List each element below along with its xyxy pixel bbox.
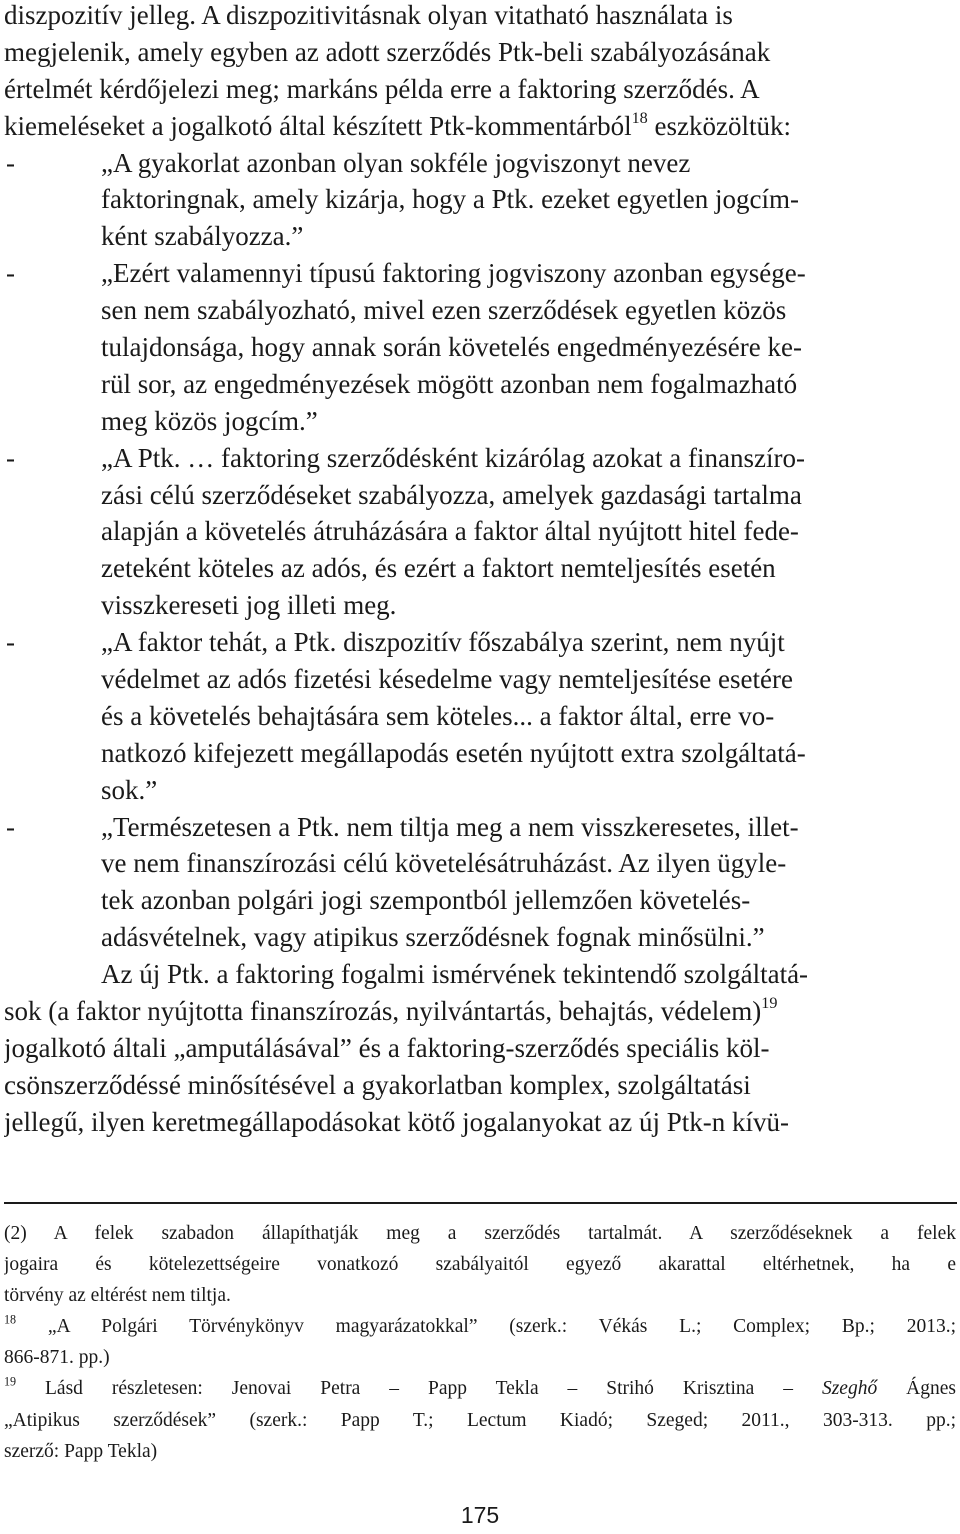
text-line: jellegű, ilyen keretmegállapodásokat kötő jogalanyokat az új Ptk-n kívü- — [4, 1106, 790, 1137]
footnote-text: Ágnes — [877, 1378, 956, 1400]
text-line: tulajdonsága, hogy annak során követelés engedményezésére ke- — [101, 332, 802, 363]
text-line: natkozó kifejezett megállapodás esetén nyújtott extra szolgáltatá- — [101, 737, 806, 768]
text-fragment: sok (a faktor nyújtotta finanszírozás, nyilvántartás, behajtás, védelem) — [4, 996, 762, 1027]
text-line: ve nem finanszírozási célú követelésátruházást. Az ilyen ügyle- — [101, 848, 787, 879]
text-line: visszkereseti jog illeti meg. — [101, 590, 397, 621]
text-fragment: kiemeléseket a jogalkotó által készített Ptk-kommentárból — [4, 110, 632, 141]
author-name-italic: Szeghő — [821, 1378, 878, 1400]
footnote-number: 19 — [4, 1375, 17, 1390]
text-line: megjelenik, amely egyben az adott szerződés Ptk-beli szabályozásának — [4, 36, 771, 67]
footnote-line: „Atipikus szerződések” (szerk.: Papp T.; Lectum Kiadó; Szeged; 2011., 303-313. pp.; — [4, 1409, 956, 1431]
text-line: jogalkotó általi „amputálásával” és a faktoring-szerződés speciális köl- — [4, 1032, 770, 1063]
text-line: ként szabályozza.” — [101, 221, 304, 252]
footnote-line: (2) A felek szabadon állapíthatják meg a szerződés tartalmát. A szerződéseknek a felek — [4, 1223, 956, 1244]
text-line: rül sor, az engedményezések mögött azonban nem fogalmazható — [101, 368, 798, 399]
footnote-18 — [4, 1311, 956, 1342]
quote-bullet-4 — [4, 624, 956, 808]
text-line: értelmét kérdőjelezi meg; markáns példa erre a faktoring szerződés. A — [4, 73, 760, 104]
footnote-ref-18: 18 — [631, 108, 648, 127]
bullet-dash: - — [6, 627, 15, 658]
text-line: diszpozitív jelleg. A diszpozitivitásnak olyan vitatható használata is — [4, 0, 733, 30]
footnote-number: 18 — [4, 1312, 17, 1327]
text-line: zeteként köteles az adós, és ezért a faktort nemteljesítés esetén — [101, 553, 776, 584]
closing-paragraph — [4, 956, 956, 1140]
footnote-separator — [4, 1202, 957, 1204]
text-line: tek azonban polgári jogi szempontból jellemzően követelés- — [101, 885, 751, 916]
footnote-ref-19: 19 — [761, 993, 778, 1012]
text-line: faktoringnak, amely kizárja, hogy a Ptk. ezeket egyetlen jogcím- — [101, 184, 799, 215]
footnotes — [4, 1218, 956, 1467]
text-line: Az új Ptk. a faktoring fogalmi ismérvének tekintendő szolgáltatá- — [101, 959, 809, 990]
text-line: sok.” — [101, 774, 158, 805]
text-line — [4, 993, 956, 1030]
footnote-line: jogaira és kötelezettségeire vonatkozó szabályaitól egyező akarattal eltérhetnek, ha e — [4, 1254, 956, 1276]
text-line: zási célú szerződéseket szabályozza, amelyek gazdasági tartalma — [101, 479, 802, 510]
text-line: „Ezért valamennyi típusú faktoring jogviszony azonban egysége- — [101, 258, 806, 289]
bullet-dash: - — [6, 442, 15, 473]
quote-bullet-1 — [4, 145, 956, 256]
footnote-text: „A Polgári Törvénykönyv magyarázatokkal” (szerk.: Vékás L.; Complex; Bp.; 2013.; — [16, 1316, 956, 1338]
text-line: „A gyakorlat azonban olyan sokféle jogviszonyt nevez — [101, 147, 691, 178]
text-line: sen nem szabályozható, mivel ezen szerződések egyetlen közös — [101, 295, 787, 326]
bullet-dash: - — [6, 258, 15, 289]
page-number: 175 — [460, 1502, 500, 1528]
footnote-line: szerző: Papp Tekla) — [4, 1440, 158, 1462]
intro-paragraph — [4, 0, 956, 145]
quote-bullet-2 — [4, 255, 956, 439]
text-line: „Természetesen a Ptk. nem tiltja meg a nem visszkeresetes, illet- — [101, 811, 799, 842]
footnote-text: Lásd részletesen: Jenovai Petra – Papp Tekla – Strihó Krisztina – — [16, 1378, 822, 1400]
text-line: csönszerződéssé minősítésével a gyakorlatban komplex, szolgáltatási — [4, 1069, 751, 1100]
quote-bullet-3 — [4, 440, 956, 624]
text-line: „A faktor tehát, a Ptk. diszpozitív főszabálya szerint, nem nyújt — [101, 627, 785, 658]
text-line: adásvételnek, vagy atipikus szerződésnek fognak minősülni.” — [101, 922, 765, 953]
quote-bullet-5 — [4, 809, 956, 957]
bullet-dash: - — [6, 147, 15, 178]
text-line: meg közös jogcím.” — [101, 405, 318, 436]
page-body — [4, 0, 956, 1141]
footnote-line: törvény az eltérést nem tiltja. — [4, 1285, 231, 1307]
footnote-19 — [4, 1373, 956, 1404]
text-line: és a követelés behajtására sem köteles... a faktor által, erre vo- — [101, 700, 775, 731]
bullet-dash: - — [6, 811, 15, 842]
text-line: „A Ptk. … faktoring szerződésként kizárólag azokat a finanszíro- — [101, 442, 805, 473]
footnote-line: 866-871. pp.) — [4, 1347, 110, 1369]
text-line — [4, 108, 956, 145]
text-line: védelmet az adós fizetési késedelme vagy nemteljesítése esetére — [101, 664, 793, 695]
text-line: alapján a követelés átruházására a faktor által nyújtott hitel fede- — [101, 516, 799, 547]
text-fragment: eszközöltük: — [647, 110, 791, 141]
